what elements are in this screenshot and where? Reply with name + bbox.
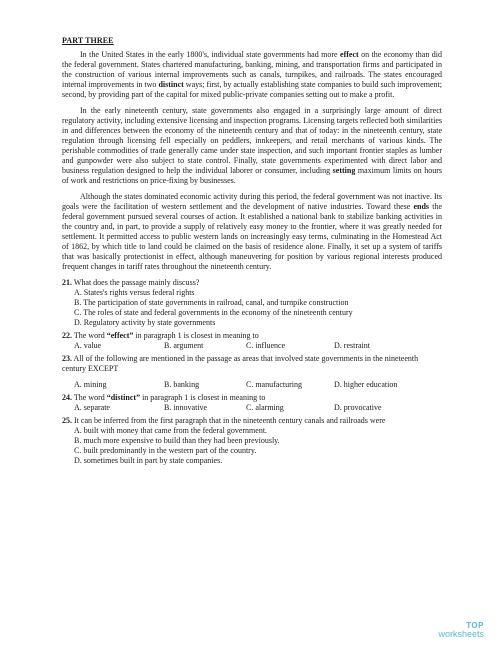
question-text: The word: [72, 331, 107, 340]
answer-option[interactable]: B. innovative: [164, 403, 208, 412]
answer-row: [62, 380, 442, 390]
answer-option[interactable]: C. alarming: [246, 403, 284, 412]
question-number: 24.: [62, 393, 72, 402]
question-text: The word: [72, 393, 107, 402]
answer-option[interactable]: B. argument: [164, 341, 204, 350]
highlighted-word-distinct: distinct: [158, 80, 184, 89]
question-stem: [62, 416, 442, 426]
paragraph-text: the federal government pursued several courses of action. It established a national bank to stabilize banking activities in the country and, in part, to provide a supply of relatively easy money to the frontier, where it was greatly needed for settlement. It permitted access to public western lands on increasingly easy terms, culminating in the Homestead Act of 1862, by which title to land could be claimed on the basis of residence alone. Finally, it set up a system of tariffs that was basically protectionist in effect, although maneuvering for position by various regional interests produced frequent changes in tariff rates throughout the nineteenth century.: [62, 202, 442, 271]
part-title: PART THREE: [62, 36, 114, 45]
question-25: [62, 416, 442, 466]
answer-option[interactable]: D. provocative: [334, 403, 382, 412]
answer-option[interactable]: A. separate: [74, 403, 110, 412]
paragraph-1: [62, 50, 442, 100]
question-text: What does the passage mainly discuss?: [72, 278, 200, 287]
question-stem: [62, 278, 442, 288]
paragraph-3: [62, 192, 442, 272]
question-keyword: “distinct”: [106, 393, 141, 402]
highlighted-word-setting: setting: [332, 166, 356, 175]
answer-row: [62, 341, 442, 351]
answer-option[interactable]: B. much more expensive to build than they had been previously.: [74, 436, 280, 445]
logo-worksheets-text: worksheets: [438, 629, 484, 639]
answer-option[interactable]: C. The roles of state and federal governments in the economy of the nineteenth century: [74, 308, 353, 317]
answer-option[interactable]: D. restraint: [334, 341, 370, 350]
answer-option[interactable]: A. value: [74, 341, 102, 350]
paragraph-text: Although the states dominated economic activity during this period, the federal government was not inactive. Its goals were the facilitation of western settlement and the development of native industries. Toward these: [62, 192, 442, 211]
question-number: 22.: [62, 331, 72, 340]
paragraph-text: ways; first, by actually establishing state companies to build such improvement; second, by providing part of the capital for mixed public-private companies setting out to make a profit.: [62, 80, 443, 99]
question-number: 23.: [62, 354, 72, 363]
answer-option[interactable]: C. manufacturing: [246, 380, 302, 389]
answer-option[interactable]: C. built predominantly in the western part of the country.: [74, 446, 257, 455]
answer-row: [62, 403, 442, 413]
highlighted-word-ends: ends: [413, 202, 430, 211]
answer-option[interactable]: D. higher education: [334, 380, 398, 389]
highlighted-word-effect: effect: [340, 50, 359, 59]
question-keyword: “effect”: [106, 331, 134, 340]
paragraph-text: maximum limits on hours of work and restrictions on price-fixing by businesses.: [62, 166, 443, 185]
topworksheets-logo: [438, 621, 484, 639]
paragraph-2: [62, 106, 442, 186]
answer-option[interactable]: A. mining: [74, 380, 107, 389]
question-21: [62, 278, 442, 328]
question-stem: [62, 331, 442, 341]
answer-option[interactable]: B. The participation of state governments in railroad, canal, and turnpike construction: [74, 298, 349, 307]
question-number: 25.: [62, 416, 72, 425]
question-text: in paragraph 1 is closest in meaning to: [133, 331, 259, 340]
question-text: All of the following are mentioned in the passage as areas that involved state governments in the nineteenth century EXCEPT: [62, 354, 419, 373]
answer-option[interactable]: D. sometimes built in part by state companies.: [74, 456, 223, 465]
question-stem: [62, 393, 442, 403]
question-24: [62, 393, 442, 413]
question-22: [62, 331, 442, 351]
question-stem: [62, 354, 442, 374]
answer-option[interactable]: A. States's rights versus federal rights: [74, 288, 195, 297]
question-23: [62, 354, 442, 390]
paragraph-text: In the United States in the early 1800's, individual state governments had more: [80, 50, 341, 59]
answer-option[interactable]: A. built with money that came from the federal government.: [74, 426, 268, 435]
answer-option[interactable]: C. influence: [246, 341, 286, 350]
logo-top-text: TOP: [466, 621, 484, 630]
question-text: in paragraph 1 is closest in meaning to: [140, 393, 266, 402]
question-number: 21.: [62, 278, 72, 287]
answer-option[interactable]: B. banking: [164, 380, 200, 389]
question-text: It can be inferred from the first paragraph that in the nineteenth century canals and railroads were: [72, 416, 386, 425]
answer-option[interactable]: D. Regulatory activity by state governments: [74, 318, 216, 327]
paragraph-text: In the early nineteenth century, state governments also engaged in a surprisingly large amount of direct regulatory activity, including extensive licensing and inspection programs. Licensing targets reflected both similarities in and differences between the economy of the nineteenth century and that of today: in the nineteenth century, state regulation through licensing fell especially on peddlers, innkeepers, and retail merchants of various kinds. The perishable commodities of trade generally came under state inspection, and such important frontier staples as lumber and gunpowder were also subject to state control. Finally, state governments experimented with direct labor and business regulation designed to help the individual laborer or consumer, including: [62, 106, 442, 175]
paragraph-text: on the economy than did the federal government. States chartered manufacturing, banking, mining, and transportation firms and participated in the construction of various internal improvements such as canals, turnpikes, and railroads. The states encouraged internal improvements in two: [62, 50, 442, 89]
